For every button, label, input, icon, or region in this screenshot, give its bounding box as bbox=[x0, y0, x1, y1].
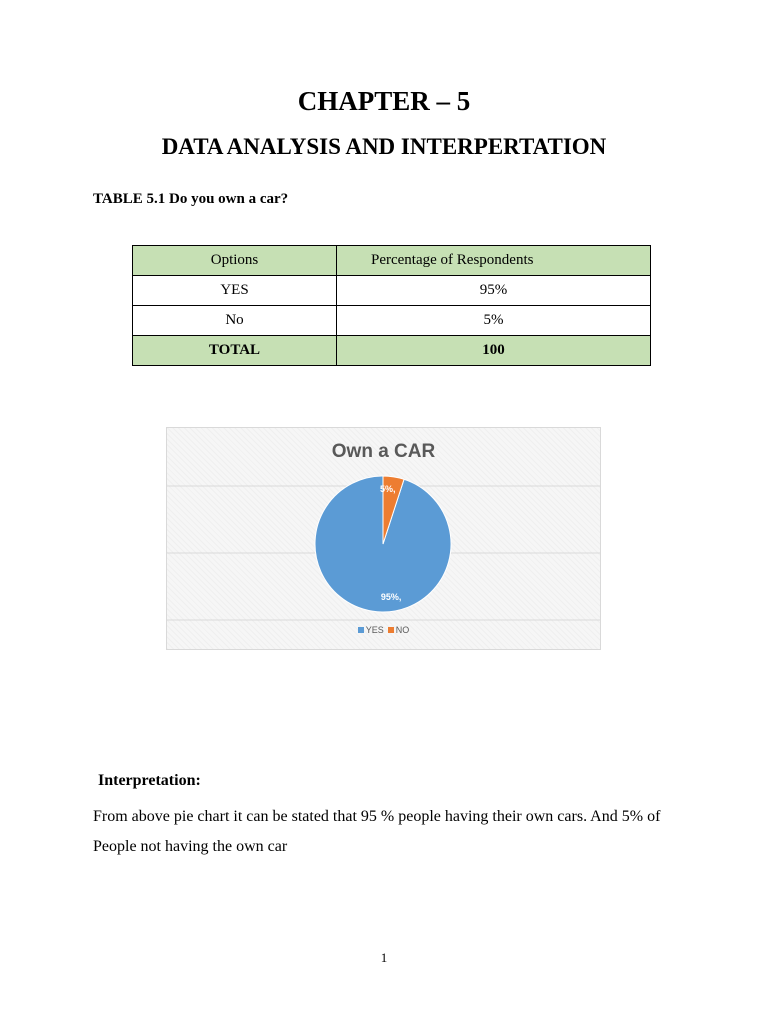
legend-item bbox=[388, 625, 410, 635]
table-header-row bbox=[133, 246, 651, 276]
table-cell: 5% bbox=[337, 306, 651, 336]
section-title: DATA ANALYSIS AND INTERPERTATION bbox=[161, 134, 607, 159]
table-cell: No bbox=[133, 306, 337, 336]
legend-item bbox=[358, 625, 384, 635]
table-cell: YES bbox=[133, 276, 337, 306]
legend-swatch bbox=[388, 627, 394, 633]
table-row bbox=[133, 306, 651, 336]
table-title: TABLE 5.1 Do you own a car? bbox=[93, 191, 289, 207]
chapter-heading: CHAPTER – 5 bbox=[297, 86, 471, 116]
table-cell: 95% bbox=[337, 276, 651, 306]
table-total-row bbox=[133, 336, 651, 366]
page-number: 1 bbox=[380, 950, 388, 965]
pie-data-label: 95%, bbox=[380, 591, 402, 602]
data-table bbox=[132, 245, 651, 366]
pie-chart bbox=[166, 427, 601, 650]
pie-data-label: 5%, bbox=[379, 483, 396, 494]
table-header-cell: Percentage of Respondents bbox=[337, 246, 651, 276]
table-cell: 100 bbox=[337, 336, 651, 366]
legend-label: YES bbox=[365, 625, 384, 635]
table-cell: TOTAL bbox=[133, 336, 337, 366]
legend-swatch bbox=[358, 627, 364, 633]
interpretation-text: From above pie chart it can be stated that 95 % people having their own cars. And 5% of People not having the own car bbox=[93, 808, 661, 855]
table-row bbox=[133, 276, 651, 306]
legend-label: NO bbox=[395, 625, 410, 635]
table-header-cell: Options bbox=[133, 246, 337, 276]
interpretation-heading: Interpretation: bbox=[98, 772, 201, 789]
chart-title: Own a CAR bbox=[331, 441, 436, 462]
chart-legend bbox=[167, 625, 600, 635]
